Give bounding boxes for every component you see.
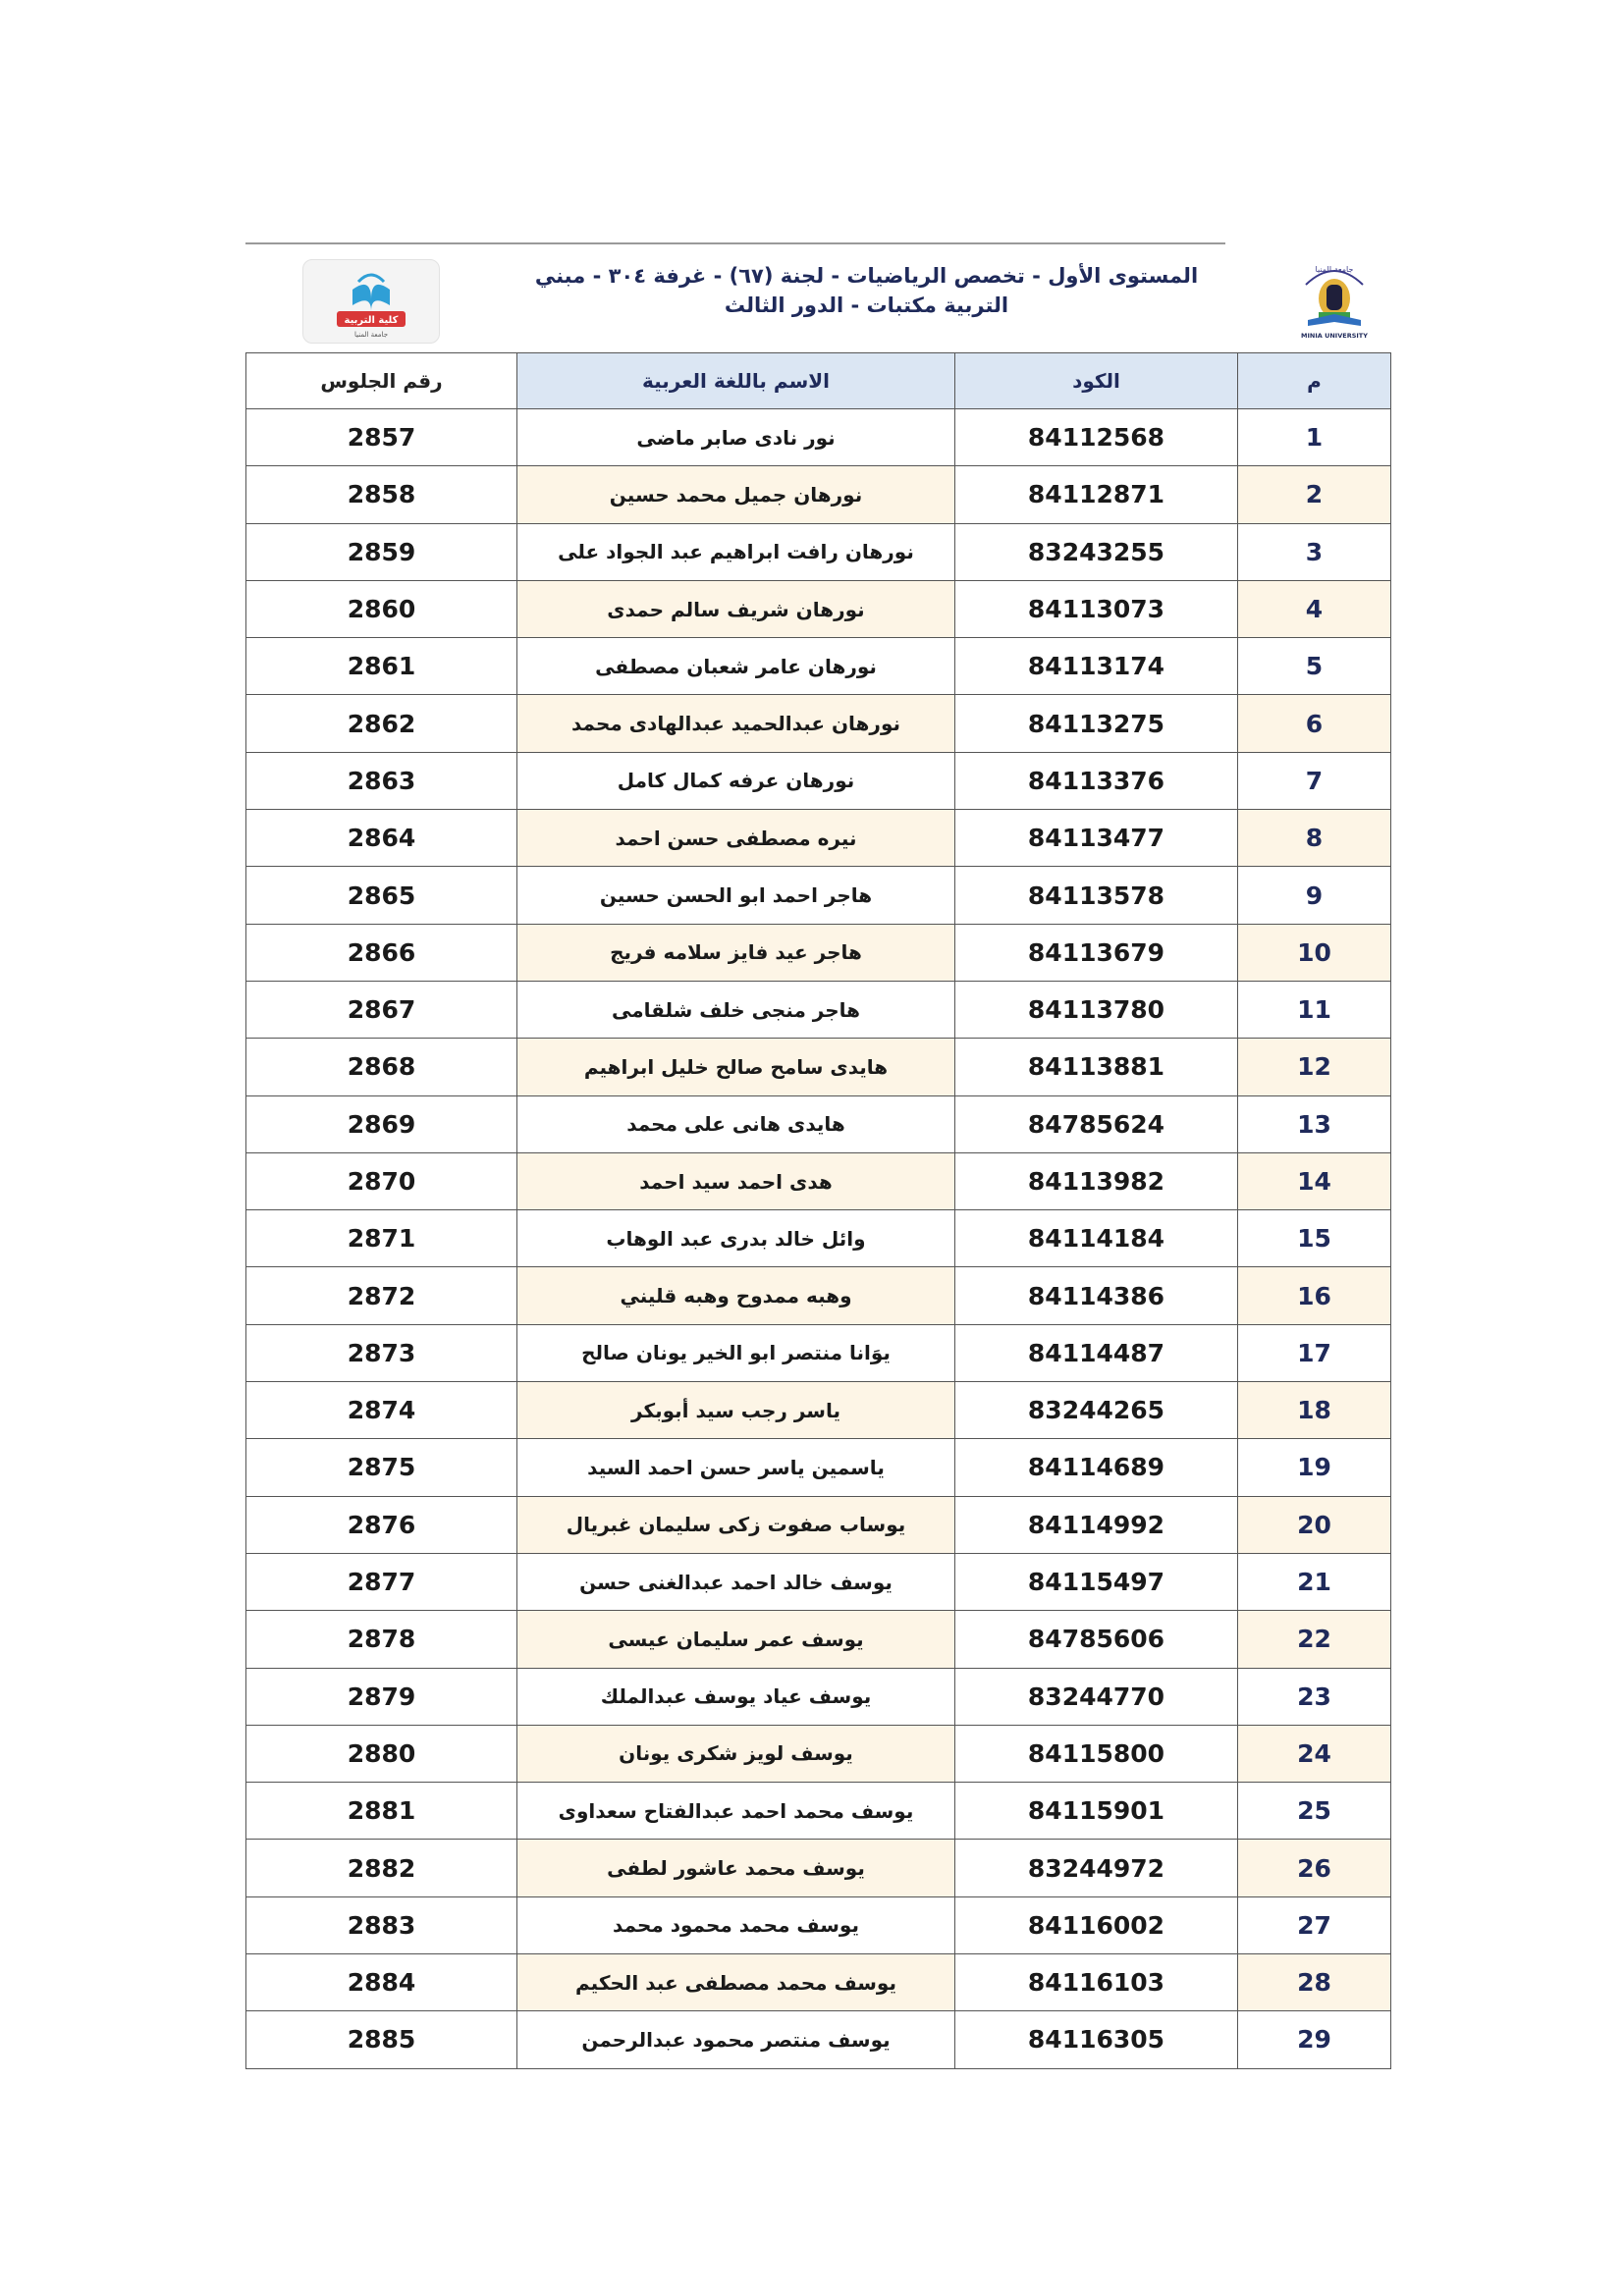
- seat-number-cell: 2874: [246, 1382, 517, 1439]
- faculty-logo-sublabel: جامعة المنيا: [353, 331, 389, 339]
- code-cell: 84113780: [955, 981, 1238, 1038]
- code-cell: 84785606: [955, 1611, 1238, 1668]
- code-cell: 84114487: [955, 1324, 1238, 1381]
- code-cell: 83243255: [955, 523, 1238, 580]
- seat-number-cell: 2865: [246, 867, 517, 924]
- serial-cell: 21: [1238, 1553, 1391, 1610]
- arabic-name-cell: يوساب صفوت زكى سليمان غبريال: [517, 1496, 955, 1553]
- serial-cell: 13: [1238, 1095, 1391, 1152]
- code-cell: 83244265: [955, 1382, 1238, 1439]
- table-row: [246, 1324, 1391, 1381]
- arabic-name-cell: هايدى هانى على محمد: [517, 1095, 955, 1152]
- seat-number-cell: 2880: [246, 1725, 517, 1782]
- seat-number-cell: 2860: [246, 580, 517, 637]
- seat-number-cell: 2871: [246, 1210, 517, 1267]
- seat-number-cell: 2873: [246, 1324, 517, 1381]
- serial-cell: 7: [1238, 752, 1391, 809]
- table-row: [246, 981, 1391, 1038]
- serial-cell: 8: [1238, 810, 1391, 867]
- serial-cell: 5: [1238, 638, 1391, 695]
- serial-cell: 22: [1238, 1611, 1391, 1668]
- serial-cell: 10: [1238, 924, 1391, 981]
- column-header-code: الكود: [955, 353, 1238, 409]
- table-row: [246, 1439, 1391, 1496]
- column-header-arabic-name: الاسم باللغة العربية: [517, 353, 955, 409]
- arabic-name-cell: وهبه ممدوح وهبه قليني: [517, 1267, 955, 1324]
- code-cell: 83244972: [955, 1840, 1238, 1896]
- code-cell: 84116103: [955, 1954, 1238, 2011]
- code-cell: 84116002: [955, 1896, 1238, 1953]
- arabic-name-cell: نورهان جميل محمد حسين: [517, 466, 955, 523]
- serial-cell: 29: [1238, 2011, 1391, 2068]
- code-cell: 84112871: [955, 466, 1238, 523]
- table-row: [246, 1095, 1391, 1152]
- seat-number-cell: 2862: [246, 695, 517, 752]
- code-cell: 84113376: [955, 752, 1238, 809]
- students-table: [245, 352, 1391, 2069]
- serial-cell: 27: [1238, 1896, 1391, 1953]
- arabic-name-cell: نورهان شريف سالم حمدى: [517, 580, 955, 637]
- code-cell: 84113679: [955, 924, 1238, 981]
- serial-cell: 9: [1238, 867, 1391, 924]
- column-header-serial: م: [1238, 353, 1391, 409]
- seat-number-cell: 2863: [246, 752, 517, 809]
- table-row: [246, 1954, 1391, 2011]
- seat-number-cell: 2866: [246, 924, 517, 981]
- serial-cell: 1: [1238, 409, 1391, 466]
- seat-number-cell: 2857: [246, 409, 517, 466]
- code-cell: 84113477: [955, 810, 1238, 867]
- seat-number-cell: 2884: [246, 1954, 517, 2011]
- top-divider: [245, 242, 1225, 244]
- table-row: [246, 1210, 1391, 1267]
- code-cell: 84114184: [955, 1210, 1238, 1267]
- serial-cell: 11: [1238, 981, 1391, 1038]
- arabic-name-cell: يوسف عمر سليمان عيسى: [517, 1611, 955, 1668]
- table-row: [246, 1725, 1391, 1782]
- serial-cell: 20: [1238, 1496, 1391, 1553]
- code-cell: 84785624: [955, 1095, 1238, 1152]
- seat-number-cell: 2881: [246, 1783, 517, 1840]
- seat-number-cell: 2869: [246, 1095, 517, 1152]
- seat-number-cell: 2876: [246, 1496, 517, 1553]
- university-logo-graphic: [1294, 255, 1375, 346]
- arabic-name-cell: هاجر عيد فايز سلامه فريج: [517, 924, 955, 981]
- arabic-name-cell: يوسف محمد محمود محمد: [517, 1896, 955, 1953]
- serial-cell: 14: [1238, 1152, 1391, 1209]
- serial-cell: 12: [1238, 1039, 1391, 1095]
- table-row: [246, 466, 1391, 523]
- title-line-1: المستوى الأول - تخصص الرياضيات - لجنة (٦٧) - غرفة ٣٠٤ - مبني: [534, 264, 1199, 288]
- code-cell: 84115800: [955, 1725, 1238, 1782]
- seat-number-cell: 2875: [246, 1439, 517, 1496]
- serial-cell: 23: [1238, 1668, 1391, 1725]
- arabic-name-cell: يوسف محمد عاشور لطفى: [517, 1840, 955, 1896]
- table-row: [246, 1382, 1391, 1439]
- code-cell: 84113174: [955, 638, 1238, 695]
- seat-number-cell: 2878: [246, 1611, 517, 1668]
- arabic-name-cell: وائل خالد بدرى عبد الوهاب: [517, 1210, 955, 1267]
- serial-cell: 4: [1238, 580, 1391, 637]
- table-row: [246, 867, 1391, 924]
- code-cell: 84112568: [955, 409, 1238, 466]
- arabic-name-cell: نيره مصطفى حسن احمد: [517, 810, 955, 867]
- seat-number-cell: 2858: [246, 466, 517, 523]
- code-cell: 84115497: [955, 1553, 1238, 1610]
- table-row: [246, 924, 1391, 981]
- serial-cell: 3: [1238, 523, 1391, 580]
- column-header-seat-number: رقم الجلوس: [246, 353, 517, 409]
- arabic-name-cell: نورهان عبدالحميد عبدالهادى محمد: [517, 695, 955, 752]
- code-cell: 84114386: [955, 1267, 1238, 1324]
- code-cell: 84114689: [955, 1439, 1238, 1496]
- faculty-logo: [302, 259, 440, 344]
- title-line-2: التربية مكتبات - الدور الثالث: [724, 294, 1009, 317]
- arabic-name-cell: ياسمين ياسر حسن احمد السيد: [517, 1439, 955, 1496]
- university-logo: [1294, 255, 1375, 346]
- code-cell: 84114992: [955, 1496, 1238, 1553]
- faculty-logo-label: كلية التربية: [344, 315, 399, 326]
- arabic-name-cell: ياسر رجب سيد أبوبكر: [517, 1382, 955, 1439]
- arabic-name-cell: يوسف منتصر محمود عبدالرحمن: [517, 2011, 955, 2068]
- arabic-name-cell: يوسف محمد مصطفى عبد الحكيم: [517, 1954, 955, 2011]
- code-cell: 84115901: [955, 1783, 1238, 1840]
- arabic-name-cell: يوسف لويز شكرى يونان: [517, 1725, 955, 1782]
- code-cell: 84113073: [955, 580, 1238, 637]
- serial-cell: 17: [1238, 1324, 1391, 1381]
- table-row: [246, 1668, 1391, 1725]
- seat-number-cell: 2861: [246, 638, 517, 695]
- serial-cell: 26: [1238, 1840, 1391, 1896]
- arabic-name-cell: يوسف خالد احمد عبدالغنى حسن: [517, 1553, 955, 1610]
- arabic-name-cell: هايدى سامح صالح خليل ابراهيم: [517, 1039, 955, 1095]
- university-logo-arabic: جامعة المنيا: [1315, 265, 1354, 274]
- table-row: [246, 695, 1391, 752]
- code-cell: 83244770: [955, 1668, 1238, 1725]
- table-row: [246, 1783, 1391, 1840]
- seat-number-cell: 2870: [246, 1152, 517, 1209]
- seat-number-cell: 2864: [246, 810, 517, 867]
- code-cell: 84113275: [955, 695, 1238, 752]
- table-row: [246, 810, 1391, 867]
- table-row: [246, 1496, 1391, 1553]
- seat-number-cell: 2859: [246, 523, 517, 580]
- arabic-name-cell: يوسف عياد يوسف عبدالملك: [517, 1668, 955, 1725]
- serial-cell: 24: [1238, 1725, 1391, 1782]
- code-cell: 84113578: [955, 867, 1238, 924]
- table-row: [246, 523, 1391, 580]
- table-row: [246, 1611, 1391, 1668]
- table-row: [246, 1896, 1391, 1953]
- arabic-name-cell: نورهان عرفه كمال كامل: [517, 752, 955, 809]
- arabic-name-cell: يوَانا منتصر ابو الخير يونان صالح: [517, 1324, 955, 1381]
- arabic-name-cell: نور نادى صابر ماضى: [517, 409, 955, 466]
- seat-number-cell: 2879: [246, 1668, 517, 1725]
- serial-cell: 6: [1238, 695, 1391, 752]
- table-row: [246, 2011, 1391, 2068]
- serial-cell: 2: [1238, 466, 1391, 523]
- university-logo-label: MINIA UNIVERSITY: [1301, 332, 1368, 340]
- seat-number-cell: 2883: [246, 1896, 517, 1953]
- seat-number-cell: 2868: [246, 1039, 517, 1095]
- table-row: [246, 409, 1391, 466]
- table-row: [246, 638, 1391, 695]
- code-cell: 84113881: [955, 1039, 1238, 1095]
- table-row: [246, 1840, 1391, 1896]
- arabic-name-cell: هدى احمد سيد احمد: [517, 1152, 955, 1209]
- page-title: [432, 261, 1301, 320]
- serial-cell: 19: [1238, 1439, 1391, 1496]
- table-row: [246, 1553, 1391, 1610]
- document-header: [245, 253, 1389, 351]
- seat-number-cell: 2867: [246, 981, 517, 1038]
- table-row: [246, 752, 1391, 809]
- arabic-name-cell: نورهان عامر شعبان مصطفى: [517, 638, 955, 695]
- serial-cell: 15: [1238, 1210, 1391, 1267]
- table-row: [246, 580, 1391, 637]
- arabic-name-cell: نورهان رافت ابراهيم عبد الجواد على: [517, 523, 955, 580]
- seat-number-cell: 2885: [246, 2011, 517, 2068]
- serial-cell: 25: [1238, 1783, 1391, 1840]
- table-header-row: [246, 353, 1391, 409]
- arabic-name-cell: يوسف محمد احمد عبدالفتاح سعداوى: [517, 1783, 955, 1840]
- serial-cell: 16: [1238, 1267, 1391, 1324]
- table-row: [246, 1152, 1391, 1209]
- faculty-logo-graphic: [303, 260, 439, 343]
- seat-number-cell: 2877: [246, 1553, 517, 1610]
- serial-cell: 28: [1238, 1954, 1391, 2011]
- seat-number-cell: 2872: [246, 1267, 517, 1324]
- serial-cell: 18: [1238, 1382, 1391, 1439]
- table-row: [246, 1039, 1391, 1095]
- table-row: [246, 1267, 1391, 1324]
- arabic-name-cell: هاجر منجى خلف شلقامى: [517, 981, 955, 1038]
- code-cell: 84116305: [955, 2011, 1238, 2068]
- seat-number-cell: 2882: [246, 1840, 517, 1896]
- code-cell: 84113982: [955, 1152, 1238, 1209]
- arabic-name-cell: هاجر احمد ابو الحسن حسين: [517, 867, 955, 924]
